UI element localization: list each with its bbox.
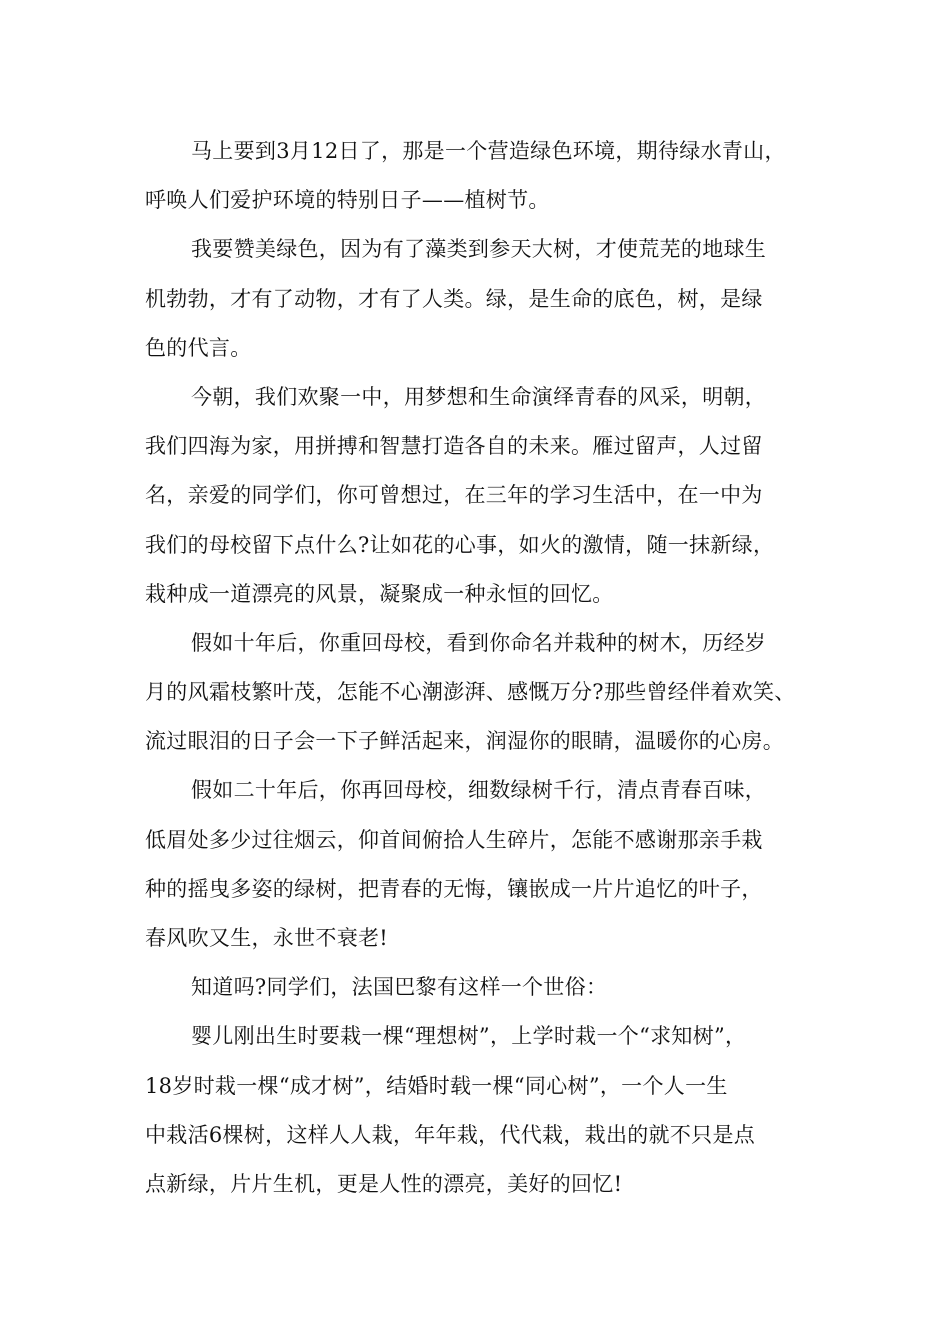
paragraph-7-line-3: 中栽活6棵树，这样人人栽，年年栽，代代栽，栽出的就不只是点 (145, 1122, 756, 1147)
paragraph-5-line-1: 假如二十年后，你再回母校，细数绿树千行，清点青春百味， (191, 778, 767, 803)
paragraph-4-line-2: 月的风霜枝繁叶茂，怎能不心潮澎湃、感慨万分?那些曾经伴着欢笑、 (145, 680, 796, 705)
paragraph-5-line-2: 低眉处多少过往烟云，仰首间俯拾人生碎片，怎能不感谢那亲手栽 (145, 827, 763, 852)
paragraph-2-line-3: 色的代言。 (145, 335, 252, 360)
paragraph-2-line-2: 机勃勃，才有了动物，才有了人类。绿，是生命的底色，树，是绿 (145, 286, 763, 311)
paragraph-3-line-4: 我们的母校留下点什么?让如花的心事，如火的激情，随一抹新绿， (145, 532, 775, 557)
document-body (145, 132, 825, 1214)
paragraph-3-line-3: 名，亲爱的同学们，你可曾想过，在三年的学习生活中，在一中为 (145, 483, 763, 508)
paragraph-5-line-3: 种的摇曳多姿的绿树，把青春的无悔，镶嵌成一片片追忆的叶子， (145, 876, 763, 901)
paragraph-1-line-1: 马上要到3月12日了，那是一个营造绿色环境，期待绿水青山， (191, 139, 786, 163)
paragraph-7-line-1: 婴儿刚出生时要栽一棵“理想树”，上学时栽一个“求知树”， (191, 1024, 747, 1049)
paragraph-7-line-2: 18岁时栽一棵“成才树”，结婚时载一棵“同心树”，一个人一生 (145, 1073, 728, 1098)
paragraph-4-line-1: 假如十年后，你重回母校，看到你命名并栽种的树木，历经岁 (191, 630, 767, 655)
paragraph-2-line-1: 我要赞美绿色，因为有了藻类到参天大树，才使荒芜的地球生 (191, 237, 767, 262)
paragraph-5-line-4: 春风吹又生，永世不衰老! (145, 926, 389, 950)
paragraph-3-line-1: 今朝，我们欢聚一中，用梦想和生命演绎青春的风采，明朝， (191, 384, 767, 409)
paragraph-6-line-1: 知道吗?同学们，法国巴黎有这样一个世俗： (191, 975, 608, 1000)
paragraph-7-line-4: 点新绿，片片生机，更是人性的漂亮，美好的回忆! (145, 1171, 623, 1196)
paragraph-1-line-2: 呼唤人们爱护环境的特别日子——植树节。 (145, 188, 550, 213)
paragraph-3-line-2: 我们四海为家，用拼搏和智慧打造各自的未来。雁过留声，人过留 (145, 434, 763, 459)
paragraph-4-line-3: 流过眼泪的日子会一下子鲜活起来，润湿你的眼睛，温暖你的心房。 (145, 729, 784, 754)
paragraph-3-line-5: 栽种成一道漂亮的风景，凝聚成一种永恒的回忆。 (145, 581, 614, 606)
